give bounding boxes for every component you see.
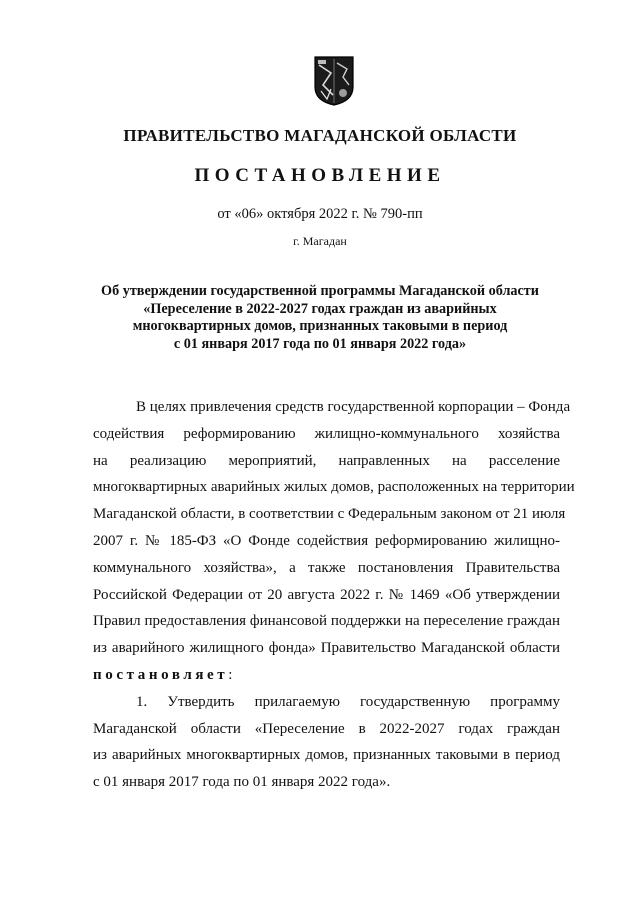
body-line: Правил предоставления финансовой поддержки на переселение граждан (93, 613, 560, 630)
resolves-line (93, 662, 560, 689)
body-line: на реализацию мероприятий, направленных на расселение (93, 452, 560, 469)
document-type: ПОСТАНОВЛЕНИЕ (194, 165, 446, 186)
title-line: Об утверждении государственной программы Магаданской области (101, 283, 539, 299)
item-line: с 01 января 2017 года по 01 января 2022 года». (93, 774, 391, 791)
city-name: г. Магадан (293, 234, 347, 248)
title-line: с 01 января 2017 года по 01 января 2022 года» (173, 335, 467, 352)
body-line: содействия реформированию жилищно-коммунального хозяйства (93, 425, 560, 442)
body-line: Магаданской области, в соответствии с Федеральным законом от 21 июля (93, 506, 566, 523)
resolves-word: постановляет (93, 666, 229, 683)
body-line: коммунального хозяйства», а также постановления Правительства (93, 559, 560, 576)
government-name: ПРАВИТЕЛЬСТВО МАГАДАНСКОЙ ОБЛАСТИ (123, 126, 517, 145)
body-line: 2007 г. № 185-ФЗ «О Фонде содействия реформированию жилищно- (93, 532, 560, 549)
title-line: многоквартирных домов, признанных таковыми в период (132, 318, 508, 334)
preamble-text (93, 394, 575, 796)
item-line: 1. Утвердить прилагаемую государственную программу (136, 693, 560, 710)
item-line: Магаданской области «Переселение в 2022-2027 годах граждан (93, 720, 560, 737)
document-title (0, 283, 640, 353)
body-line: В целях привлечения средств государственной корпорации – Фонда (136, 399, 571, 415)
body-line: многоквартирных аварийных жилых домов, расположенных на территории (93, 479, 575, 496)
body-line: из аварийного жилищного фонда» Правительство Магаданской области (93, 640, 560, 657)
title-line: «Переселение в 2022-2027 годах граждан из аварийных (143, 300, 497, 317)
resolves-colon: : (228, 666, 233, 683)
coat-of-arms-icon (313, 55, 355, 107)
item-line: из аварийных многоквартирных домов, признанных таковыми в период (93, 747, 560, 764)
date-number-line: от «06» октября 2022 г. № 790-пп (217, 206, 423, 222)
body-line: Российской Федерации от 20 августа 2022 г. № 1469 «Об утверждении (93, 586, 560, 603)
